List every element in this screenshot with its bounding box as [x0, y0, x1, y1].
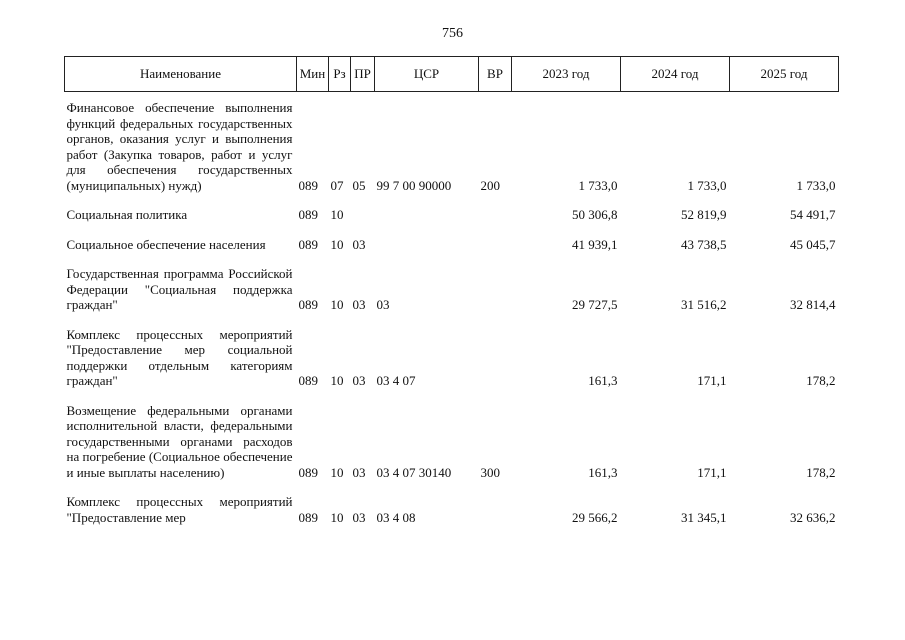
budget-table — [64, 56, 839, 525]
row-2023: 29 727,5 — [572, 297, 618, 312]
row-2024: 52 819,9 — [681, 207, 727, 222]
row-pr: 03 — [352, 509, 366, 525]
row-pr: 03 — [352, 464, 366, 480]
row-name: Комплекс процессных мероприятий "Предоставление мер — [66, 494, 293, 525]
row-csr — [375, 237, 479, 253]
row-2025: 45 045,7 — [790, 236, 836, 252]
row-name: Комплекс процессных мероприятий "Предоставление мер социальной поддержки отдельным категориям граждан" — [66, 326, 293, 388]
row-csr — [375, 207, 479, 223]
row-name: Государственная программа Российской Федерации "Социальная поддержка граждан" — [66, 266, 293, 312]
row-name: Социальное обеспечение населения — [66, 236, 266, 252]
table-row — [65, 403, 839, 481]
row-2023: 161,3 — [588, 464, 618, 480]
header-name: Наименование — [65, 57, 297, 92]
table-row — [65, 327, 839, 389]
row-vr: 300 — [480, 464, 500, 480]
row-2023: 161,3 — [588, 373, 618, 388]
row-vr — [479, 237, 512, 253]
header-vr: ВР — [479, 57, 512, 92]
header-pr: ПР — [351, 57, 375, 92]
header-2024: 2024 год — [621, 57, 730, 92]
row-pr: 03 — [352, 373, 366, 388]
table-header — [65, 57, 839, 92]
row-name: Социальная политика — [66, 207, 188, 222]
row-2024: 1 733,0 — [687, 177, 727, 193]
row-vr — [479, 207, 512, 223]
row-name: Возмещение федеральными органами исполнительной власти, федеральными государственными органами расходов на погребение (Социальное обеспечение и иные выплаты населению) — [66, 402, 293, 480]
row-2025: 54 491,7 — [790, 207, 836, 222]
header-min: Мин — [297, 57, 329, 92]
row-name: Финансовое обеспечение выполнения функций федеральных государственных органов, оказания услуг и выполнения работ (Закупка товаров, работ и услуг для обеспечения государственных (муниципальных) нужд) — [66, 100, 293, 193]
header-rz: Рз — [329, 57, 351, 92]
row-min: 089 — [298, 464, 318, 480]
row-min: 089 — [298, 207, 318, 222]
row-csr: 03 — [376, 297, 390, 312]
header-2025: 2025 год — [730, 57, 839, 92]
row-csr: 99 7 00 90000 — [376, 177, 452, 193]
row-rz: 10 — [330, 297, 344, 312]
table-row — [65, 237, 839, 253]
row-vr — [479, 327, 512, 389]
row-2025: 1 733,0 — [796, 177, 836, 193]
table-row — [65, 494, 839, 525]
table-row — [65, 266, 839, 313]
row-2025: 178,2 — [806, 464, 836, 480]
row-2025: 178,2 — [806, 373, 836, 388]
row-2023: 50 306,8 — [572, 207, 618, 222]
row-csr: 03 4 08 — [376, 509, 416, 525]
row-min: 089 — [298, 177, 318, 193]
row-csr: 03 4 07 — [376, 373, 416, 388]
row-2023: 1 733,0 — [578, 177, 618, 193]
row-pr: 05 — [352, 177, 366, 193]
row-rz: 10 — [330, 207, 344, 222]
row-2024: 31 345,1 — [681, 509, 727, 525]
row-rz: 10 — [330, 236, 344, 252]
row-2023: 41 939,1 — [572, 236, 618, 252]
row-pr: 03 — [352, 297, 366, 312]
row-min: 089 — [298, 236, 318, 252]
table-row — [65, 207, 839, 223]
row-2025: 32 814,4 — [790, 297, 836, 312]
row-2023: 29 566,2 — [572, 509, 618, 525]
table-body — [65, 92, 839, 526]
page-number: 756 — [442, 26, 463, 41]
row-2024: 43 738,5 — [681, 236, 727, 252]
row-rz: 10 — [330, 464, 344, 480]
row-pr: 03 — [352, 236, 366, 252]
row-rz: 10 — [330, 509, 344, 525]
row-pr — [351, 207, 375, 223]
row-vr — [479, 494, 512, 525]
row-2024: 171,1 — [697, 373, 727, 388]
header-2023: 2023 год — [512, 57, 621, 92]
row-rz: 07 — [330, 177, 344, 193]
row-2025: 32 636,2 — [790, 509, 836, 525]
row-2024: 31 516,2 — [681, 297, 727, 312]
header-csr: ЦСР — [375, 57, 479, 92]
row-vr: 200 — [480, 177, 500, 193]
row-2024: 171,1 — [697, 464, 727, 480]
table-row — [65, 92, 839, 194]
row-min: 089 — [298, 509, 318, 525]
row-min: 089 — [298, 297, 318, 312]
row-vr — [479, 266, 512, 313]
row-min: 089 — [298, 373, 318, 388]
row-rz: 10 — [330, 373, 344, 388]
row-csr: 03 4 07 30140 — [376, 464, 452, 480]
